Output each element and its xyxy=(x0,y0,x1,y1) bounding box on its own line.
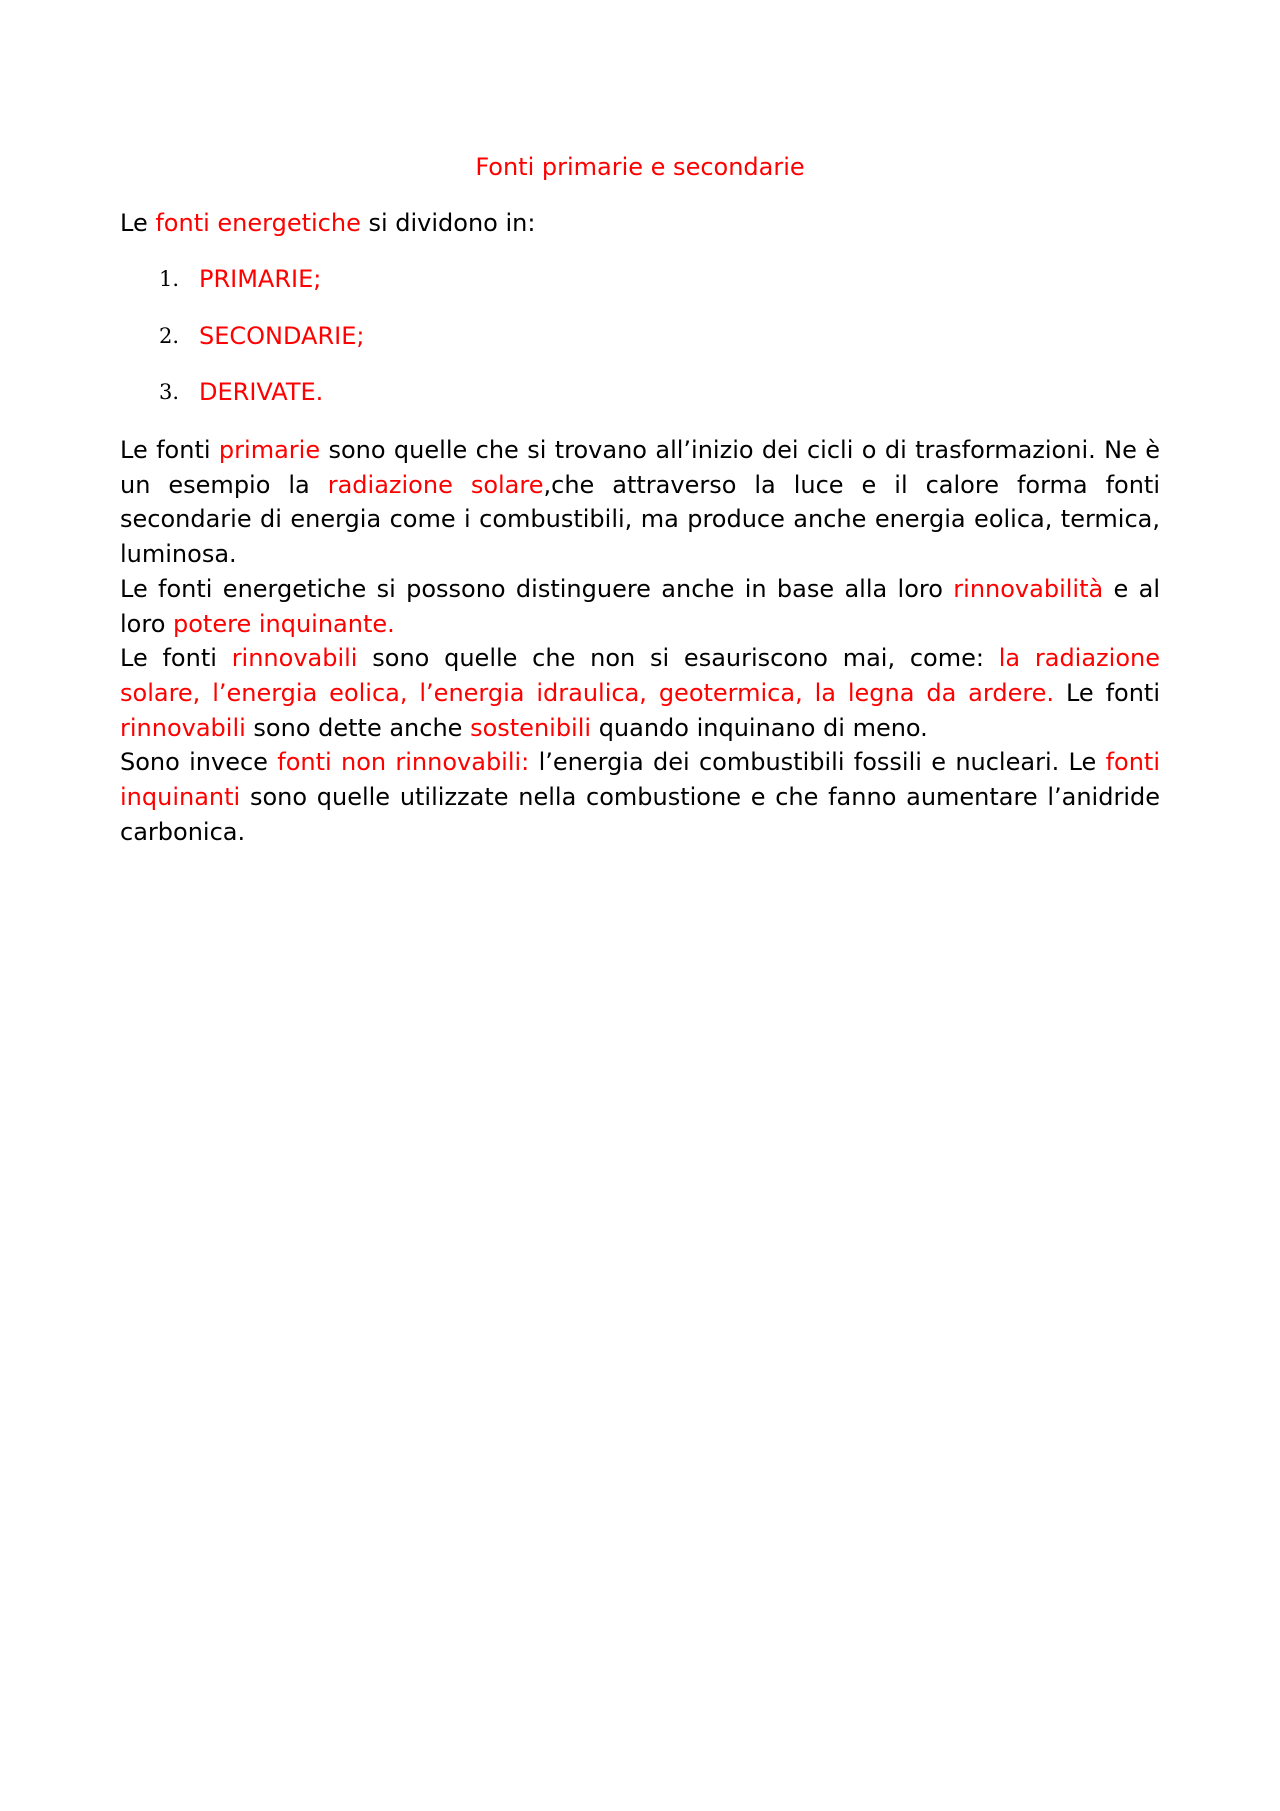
highlight-run: radiazione solare xyxy=(327,470,544,499)
intro-suffix: si dividono in: xyxy=(360,209,536,237)
highlight-run: rinnovabilità xyxy=(953,574,1104,603)
text-run: sono quelle che non si esauriscono mai, come: xyxy=(357,644,999,673)
list-label: DERIVATE. xyxy=(199,378,324,406)
list-number: 3. xyxy=(158,380,179,404)
paragraph-rinnovabili xyxy=(120,641,1160,745)
text-run: ,che attraverso la luce e il calore forma fonti secondarie di energia come i combustibili, ma produce anche energia eolica, termica, luminosa. xyxy=(120,470,1161,569)
highlight-run: primarie xyxy=(218,436,321,464)
highlight-run: la radiazione solare, l’energia eolica, l’energia idraulica, geotermica, la legna da ardere. xyxy=(120,644,1160,707)
text-run: Le fonti energetiche si possono distinguere anche in base alla loro xyxy=(120,574,954,603)
page-title: Fonti primarie e secondarie xyxy=(475,153,805,181)
text-run: Le fonti xyxy=(120,436,219,464)
list-number: 1. xyxy=(158,267,179,291)
list-item-primarie xyxy=(120,263,1160,320)
highlight-run: fonti inquinanti xyxy=(120,748,1160,812)
highlight-run: fonti non rinnovabili: xyxy=(277,748,530,777)
list-label: PRIMARIE; xyxy=(199,265,322,293)
list-number: 2. xyxy=(158,323,179,348)
intro-prefix: Le xyxy=(120,209,156,237)
body-text xyxy=(120,433,1160,849)
intro-highlight: fonti energetiche xyxy=(155,209,361,237)
list-item-secondarie xyxy=(120,320,1160,377)
list-label: SECONDARIE; xyxy=(199,321,365,350)
text-run: sono quelle che si trovano all’inizio dei cicli o di trasformazioni. Ne è un esempio la xyxy=(120,436,1160,499)
text-run: sono dette anche xyxy=(245,713,471,742)
text-run: sono quelle utilizzate nella combustione e che fanno aumentare l’anidride carbonica. xyxy=(120,783,1160,846)
intro-line xyxy=(120,207,1160,239)
text-run: quando inquinano di meno. xyxy=(591,713,928,742)
text-run: l’energia dei combustibili fossili e nucleari. Le xyxy=(529,748,1106,777)
paragraph-primarie xyxy=(120,433,1160,572)
energy-sources-list xyxy=(120,263,1160,433)
highlight-run: potere inquinante. xyxy=(173,609,395,638)
paragraph-rinnovabilita xyxy=(120,572,1160,641)
text-run: Le fonti xyxy=(1054,678,1161,707)
highlight-run: rinnovabili xyxy=(120,713,246,742)
highlight-run: rinnovabili xyxy=(231,644,358,673)
highlight-run: sostenibili xyxy=(470,713,592,742)
text-run: Le fonti xyxy=(120,644,232,673)
text-run: Sono invece xyxy=(120,748,278,777)
paragraph-non-rinnovabili xyxy=(120,745,1160,849)
text-run: e al loro xyxy=(120,574,1161,638)
list-item-derivate xyxy=(120,376,1160,433)
